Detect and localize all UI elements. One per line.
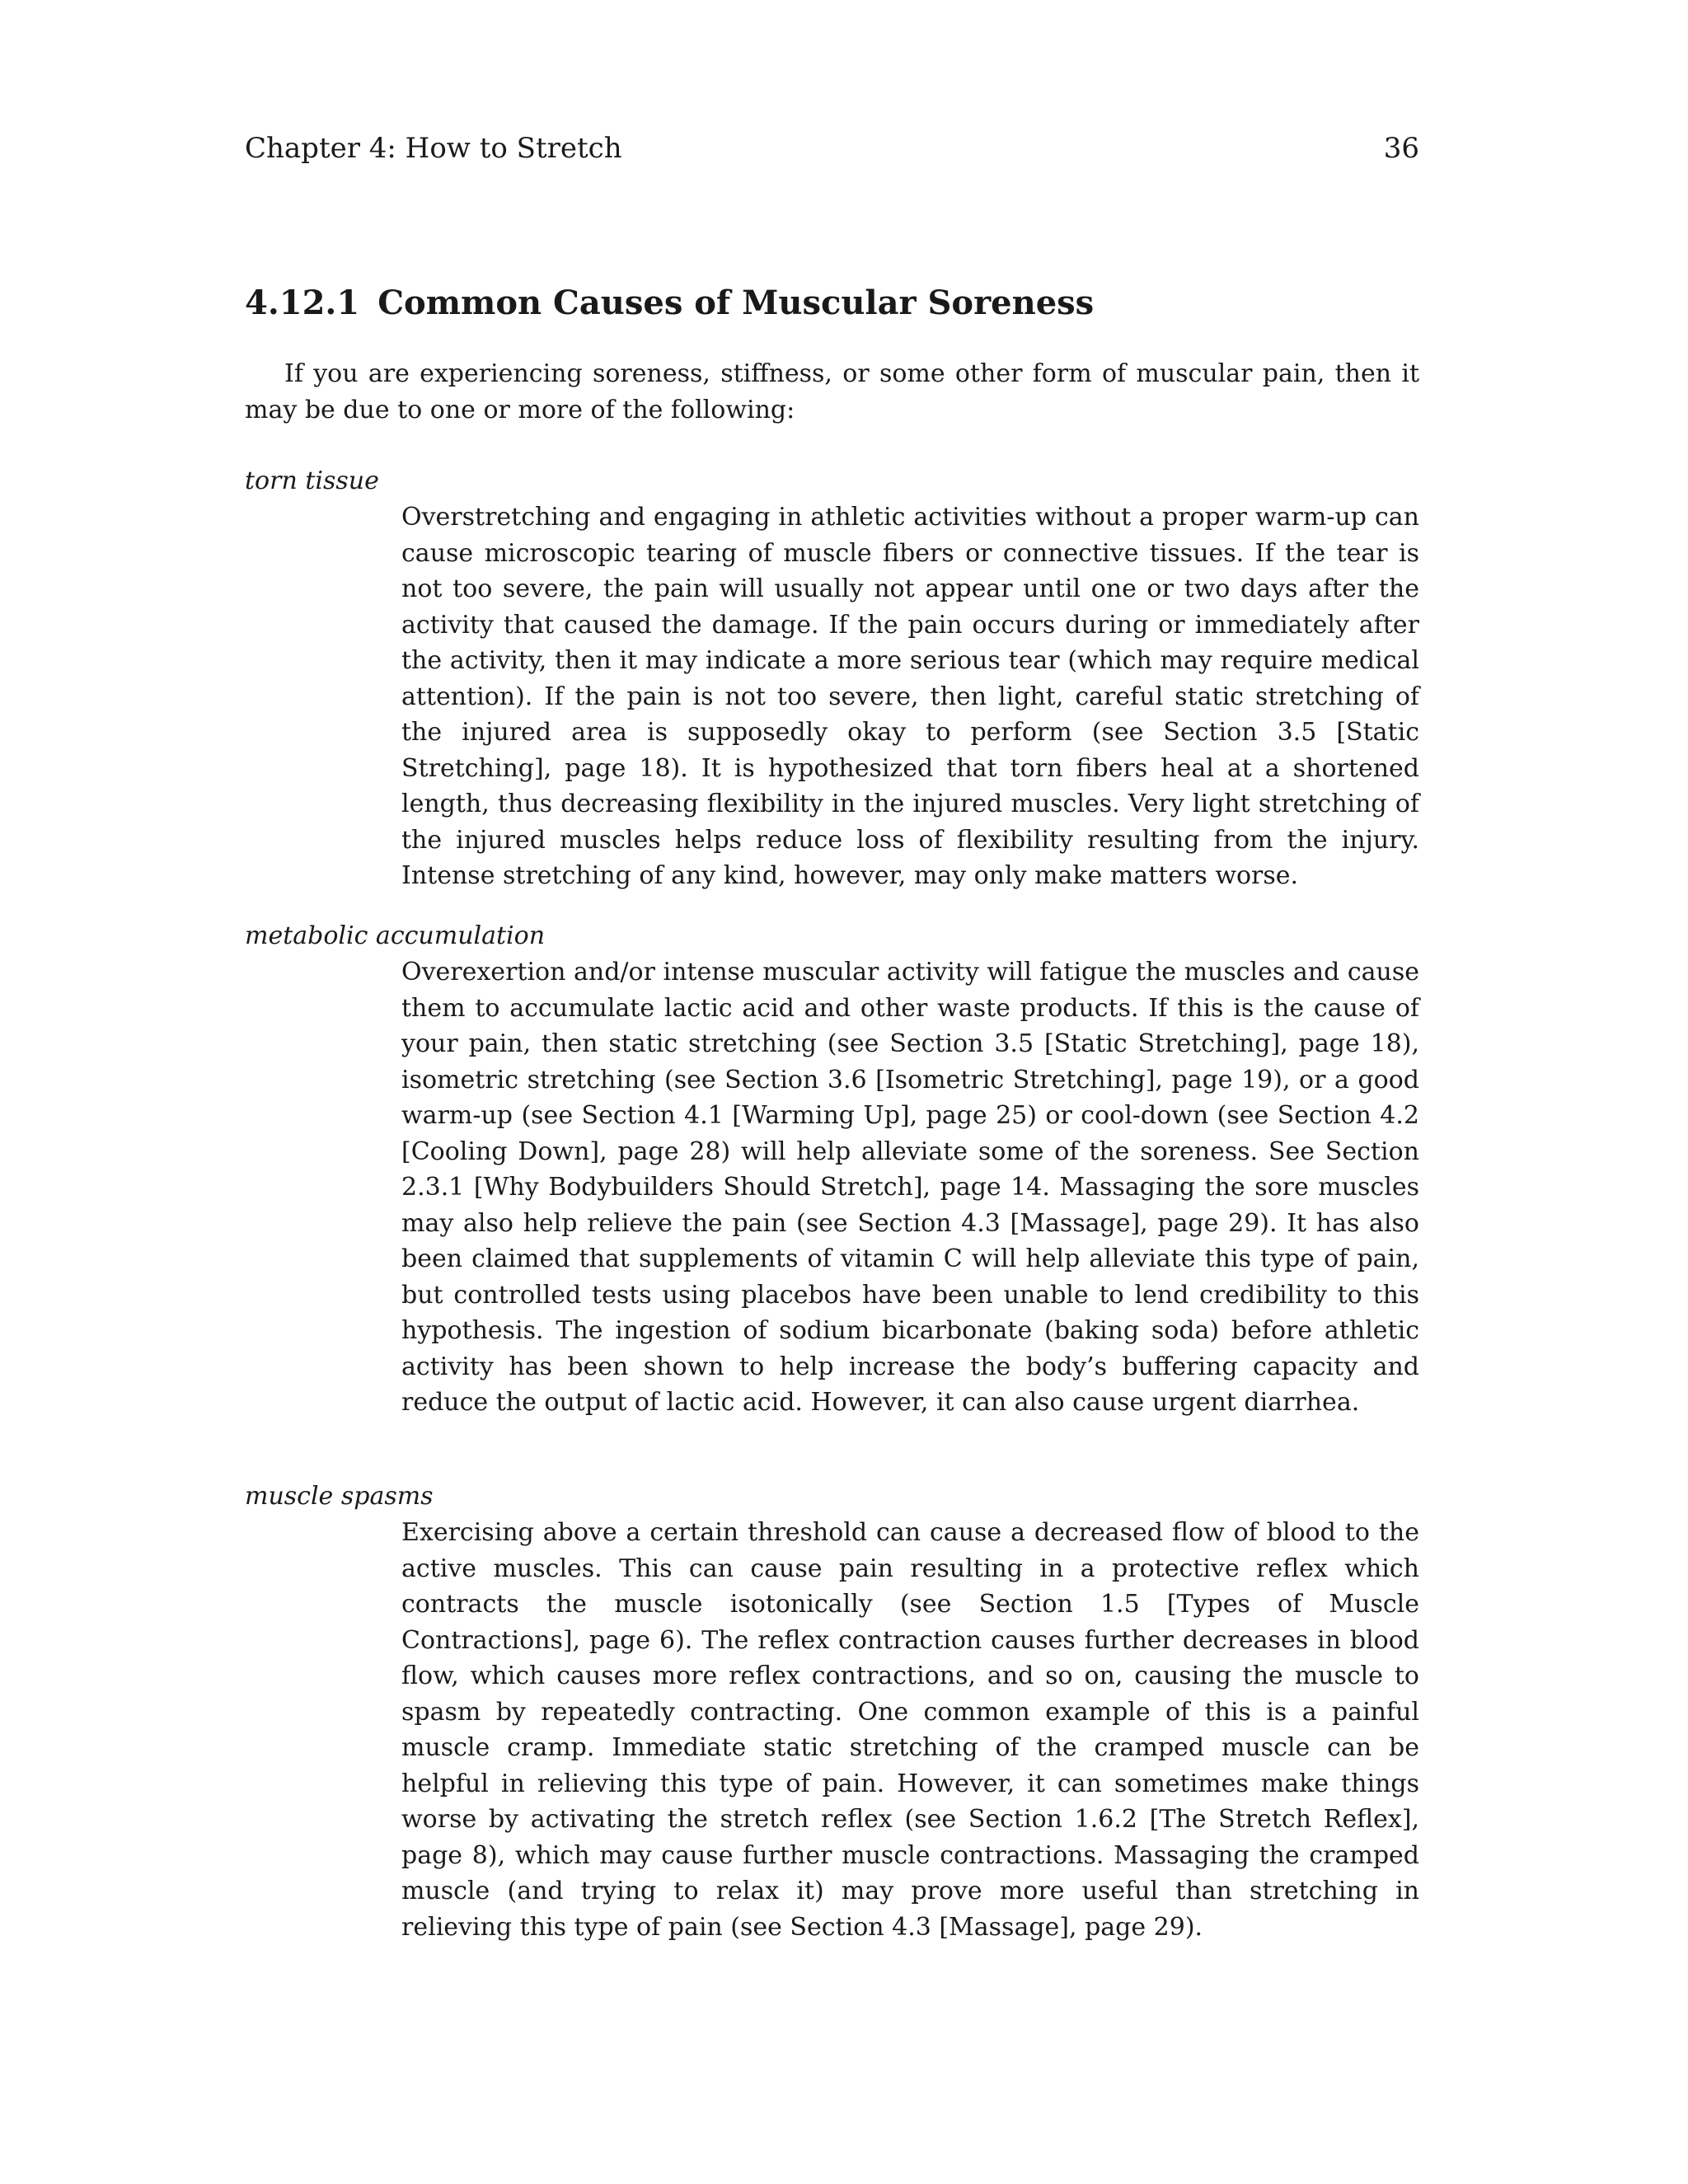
definition-torn-tissue: Overstretching and engaging in athletic activities without a proper warm-up can cause microscopic tearing of muscle fibers or connective tissues. If the tear is not too severe, the pain will usually not appear until one or two days after the activity that caused the damage. If the pain occurs during or immediately after the activity, then it may indicate a more serious tear (which may require medical attention). If the pain is not too severe, then light, careful static stretching of the injured area is supposedly okay to perform (see Section 3.5 [Static Stretching], page 18). It is hypothesized that torn fibers heal at a shortened length, thus decreasing flexibility in the injured muscles. Very light stretching of the injured muscles helps reduce loss of flexibility resulting from the injury. Intense stretching of any kind, however, may only make matters worse. <box>401 503 1419 890</box>
term-metabolic-accumulation: metabolic accumulation <box>245 921 546 950</box>
intro-paragraph: If you are experiencing soreness, stiffness, or some other form of muscular pain, then it may be due to one or more of the following: <box>245 359 1419 424</box>
term-muscle-spasms: muscle spasms <box>245 1482 434 1511</box>
running-header <box>245 132 1419 168</box>
section-number: 4.12.1 <box>245 284 360 322</box>
definition-metabolic-accumulation: Overexertion and/or intense muscular activity will fatigue the muscles and cause them to accumulate lactic acid and other waste products. If this is the cause of your pain, then static stretching (see Section 3.5 [Static Stretching], page 18), isometric stretching (see Section 3.6 [Isometric Stretching], page 19), or a good warm-up (see Section 4.1 [Warming Up], page 25) or cool-down (see Section 4.2 [Cooling Down], page 28) will help alleviate some of the soreness. See Section 2.3.1 [Why Bodybuilders Should Stretch], page 14. Massaging the sore muscles may also help relieve the pain (see Section 4.3 [Massage], page 29). It has also been claimed that supplements of vitamin C will help alleviate this type of pain, but controlled tests using placebos have been unable to lend credibility to this hypothesis. The ingestion of sodium bicarbonate (baking soda) before athletic activity has been shown to help increase the body’s buffering capacity and reduce the output of lactic acid. However, it can also cause urgent diarrhea. <box>401 958 1419 1417</box>
chapter-title: Chapter 4: How to Stretch <box>245 132 622 165</box>
section-heading <box>245 282 1094 325</box>
term-torn-tissue: torn tissue <box>245 466 379 495</box>
definition-muscle-spasms: Exercising above a certain threshold can cause a decreased flow of blood to the active muscles. This can cause pain resulting in a protective reflex which contracts the muscle isotonically (see Section 1.5 [Types of Muscle Contractions], page 6). The reflex contraction causes further decreases in blood flow, which causes more reflex contractions, and so on, causing the muscle to spasm by repeatedly contracting. One common example of this is a painful muscle cramp. Immediate static stretching of the cramped muscle can be helpful in relieving this type of pain. However, it can sometimes make things worse by activating the stretch reflex (see Section 1.6.2 [The Stretch Reflex], page 8), which may cause further muscle contractions. Massaging the cramped muscle (and trying to relax it) may prove more useful than stretching in relieving this type of pain (see Section 4.3 [Massage], page 29). <box>401 1518 1419 1942</box>
page-number: 36 <box>1383 132 1419 165</box>
section-title: Common Causes of Muscular Soreness <box>377 284 1095 322</box>
